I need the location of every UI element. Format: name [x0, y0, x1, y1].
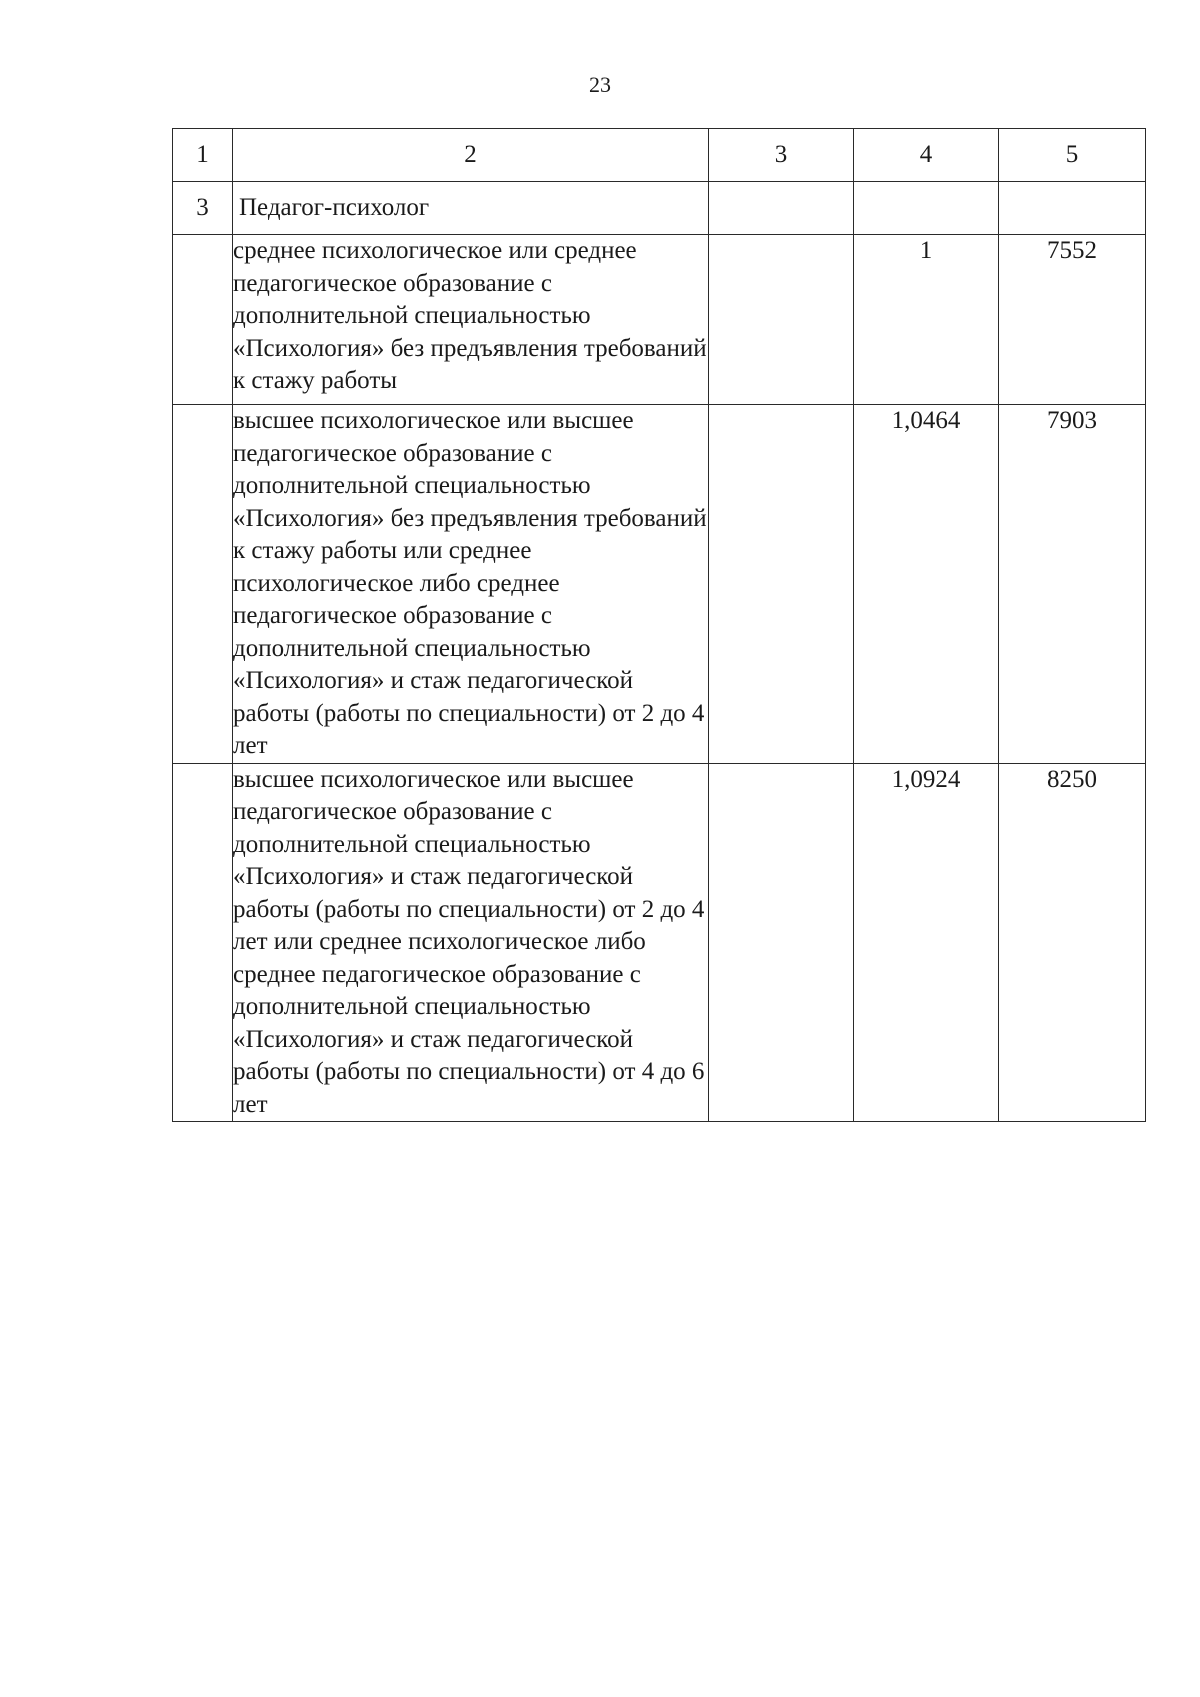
section-number: 3 — [173, 182, 233, 235]
qualification-description: среднее психологическое или среднее педагогическое образование с дополнительной специальностью «Психология» без предъявления требований к стажу работы — [233, 235, 709, 405]
column-header-5: 5 — [999, 129, 1146, 182]
row-number-cell — [173, 235, 233, 405]
section-row — [173, 182, 1146, 235]
section-title: Педагог-психолог — [233, 182, 709, 235]
document-table — [172, 128, 1146, 1122]
empty-cell — [709, 405, 854, 764]
salary-value: 7903 — [999, 405, 1146, 764]
column-header-4: 4 — [854, 129, 999, 182]
coefficient-value: 1 — [854, 235, 999, 405]
coefficient-value: 1,0924 — [854, 763, 999, 1122]
qualification-description: высшее психологическое или высшее педагогическое образование с дополнительной специальностью «Психология» без предъявления требований к стажу работы или среднее психологическое либо среднее педагогическое образование с дополнительной специальностью «Психология» и стаж педагогической работы (работы по специальности) от 2 до 4 лет — [233, 405, 709, 764]
empty-cell — [709, 235, 854, 405]
column-header-2: 2 — [233, 129, 709, 182]
row-number-cell — [173, 405, 233, 764]
column-header-3: 3 — [709, 129, 854, 182]
table-row — [173, 763, 1146, 1122]
row-number-cell — [173, 763, 233, 1122]
section-col3-cell — [709, 182, 854, 235]
coefficient-value: 1,0464 — [854, 405, 999, 764]
column-header-1: 1 — [173, 129, 233, 182]
qualification-description: высшее психологическое или высшее педагогическое образование с дополнительной специальностью «Психология» и стаж педагогической работы (работы по специальности) от 2 до 4 лет или среднее психологическое либо среднее педагогическое образование с дополнительной специальностью «Психология» и стаж педагогической работы (работы по специальности) от 4 до 6 лет — [233, 763, 709, 1122]
table-row — [173, 235, 1146, 405]
table-header-row — [173, 129, 1146, 182]
section-col4-cell — [854, 182, 999, 235]
salary-value: 8250 — [999, 763, 1146, 1122]
page-number: 23 — [589, 72, 611, 97]
empty-cell — [709, 763, 854, 1122]
salary-value: 7552 — [999, 235, 1146, 405]
section-col5-cell — [999, 182, 1146, 235]
table-row — [173, 405, 1146, 764]
